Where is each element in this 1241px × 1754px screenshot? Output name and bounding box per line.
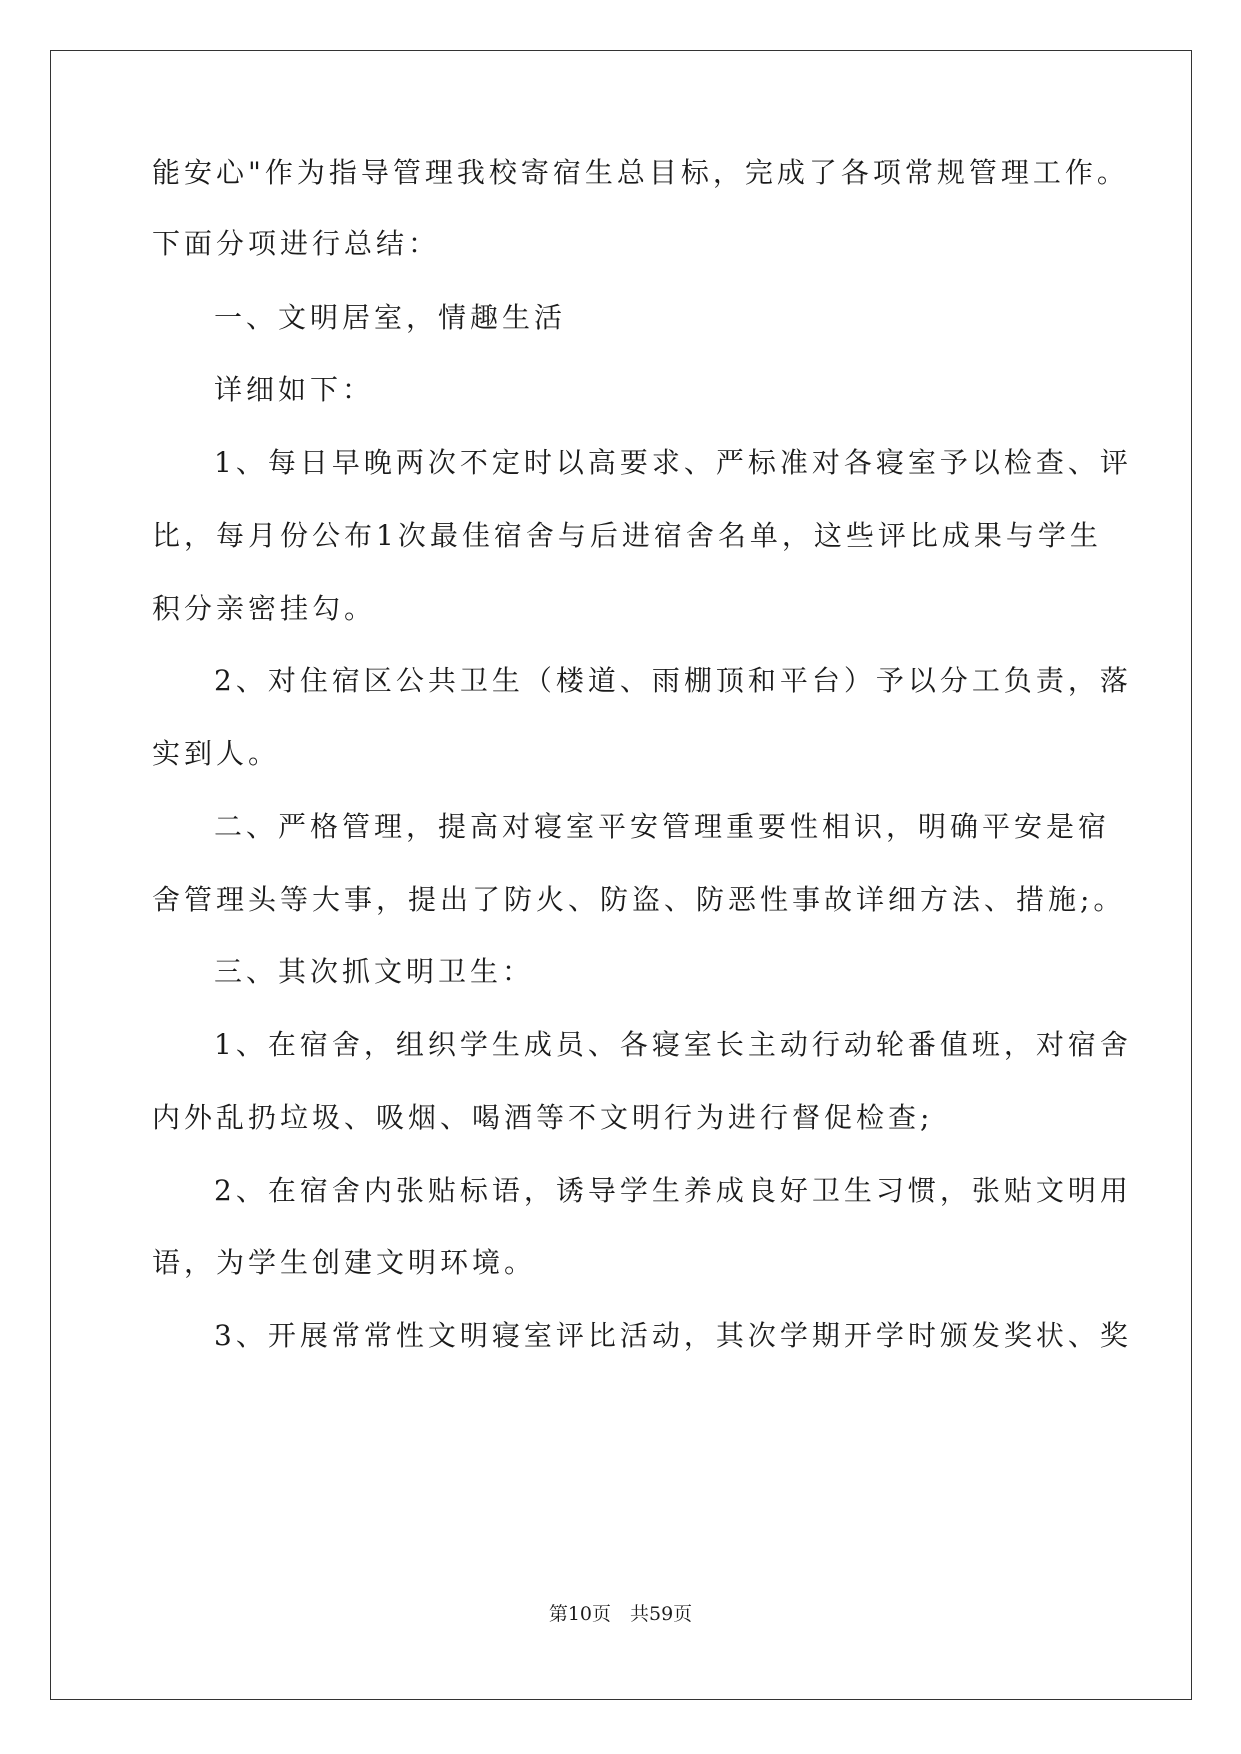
page-footer — [0, 1600, 1241, 1628]
text-line: 2、对住宿区公共卫生（楼道、雨棚顶和平台）予以分工负责，落 — [214, 664, 1132, 697]
text-line: 实到人。 — [152, 737, 281, 770]
section-heading: 一、文明居室，情趣生活 — [214, 301, 567, 334]
text-line: 语，为学生创建文明环境。 — [152, 1246, 537, 1279]
text-line: 内外乱扔垃圾、吸烟、喝酒等不文明行为进行督促检查; — [152, 1101, 934, 1134]
text-line: 详细如下： — [214, 373, 375, 406]
text-line: 下面分项进行总结： — [152, 227, 441, 260]
section-heading: 二、严格管理，提高对寝室平安管理重要性相识，明确平安是宿 — [214, 810, 1111, 843]
page-number-label: 第10页 共59页 — [548, 1603, 693, 1625]
text-line: 舍管理头等大事，提出了防火、防盗、防恶性事故详细方法、措施;。 — [152, 883, 1126, 916]
text-line: 1、每日早晚两次不定时以高要求、严标准对各寝室予以检查、评 — [214, 446, 1132, 479]
section-heading: 三、其次抓文明卫生： — [214, 955, 535, 988]
text-line: 积分亲密挂勾。 — [152, 592, 377, 625]
text-line: 3、开展常常性文明寝室评比活动，其次学期开学时颁发奖状、奖 — [214, 1319, 1132, 1352]
text-line: 比，每月份公布1次最佳宿舍与后进宿舍名单，这些评比成果与学生 — [152, 519, 1102, 552]
text-line: 能安心"作为指导管理我校寄宿生总目标，完成了各项常规管理工作。 — [152, 156, 1129, 189]
text-line: 2、在宿舍内张贴标语，诱导学生养成良好卫生习惯，张贴文明用 — [214, 1174, 1132, 1207]
text-line: 1、在宿舍，组织学生成员、各寝室长主动行动轮番值班，对宿舍 — [214, 1028, 1132, 1061]
